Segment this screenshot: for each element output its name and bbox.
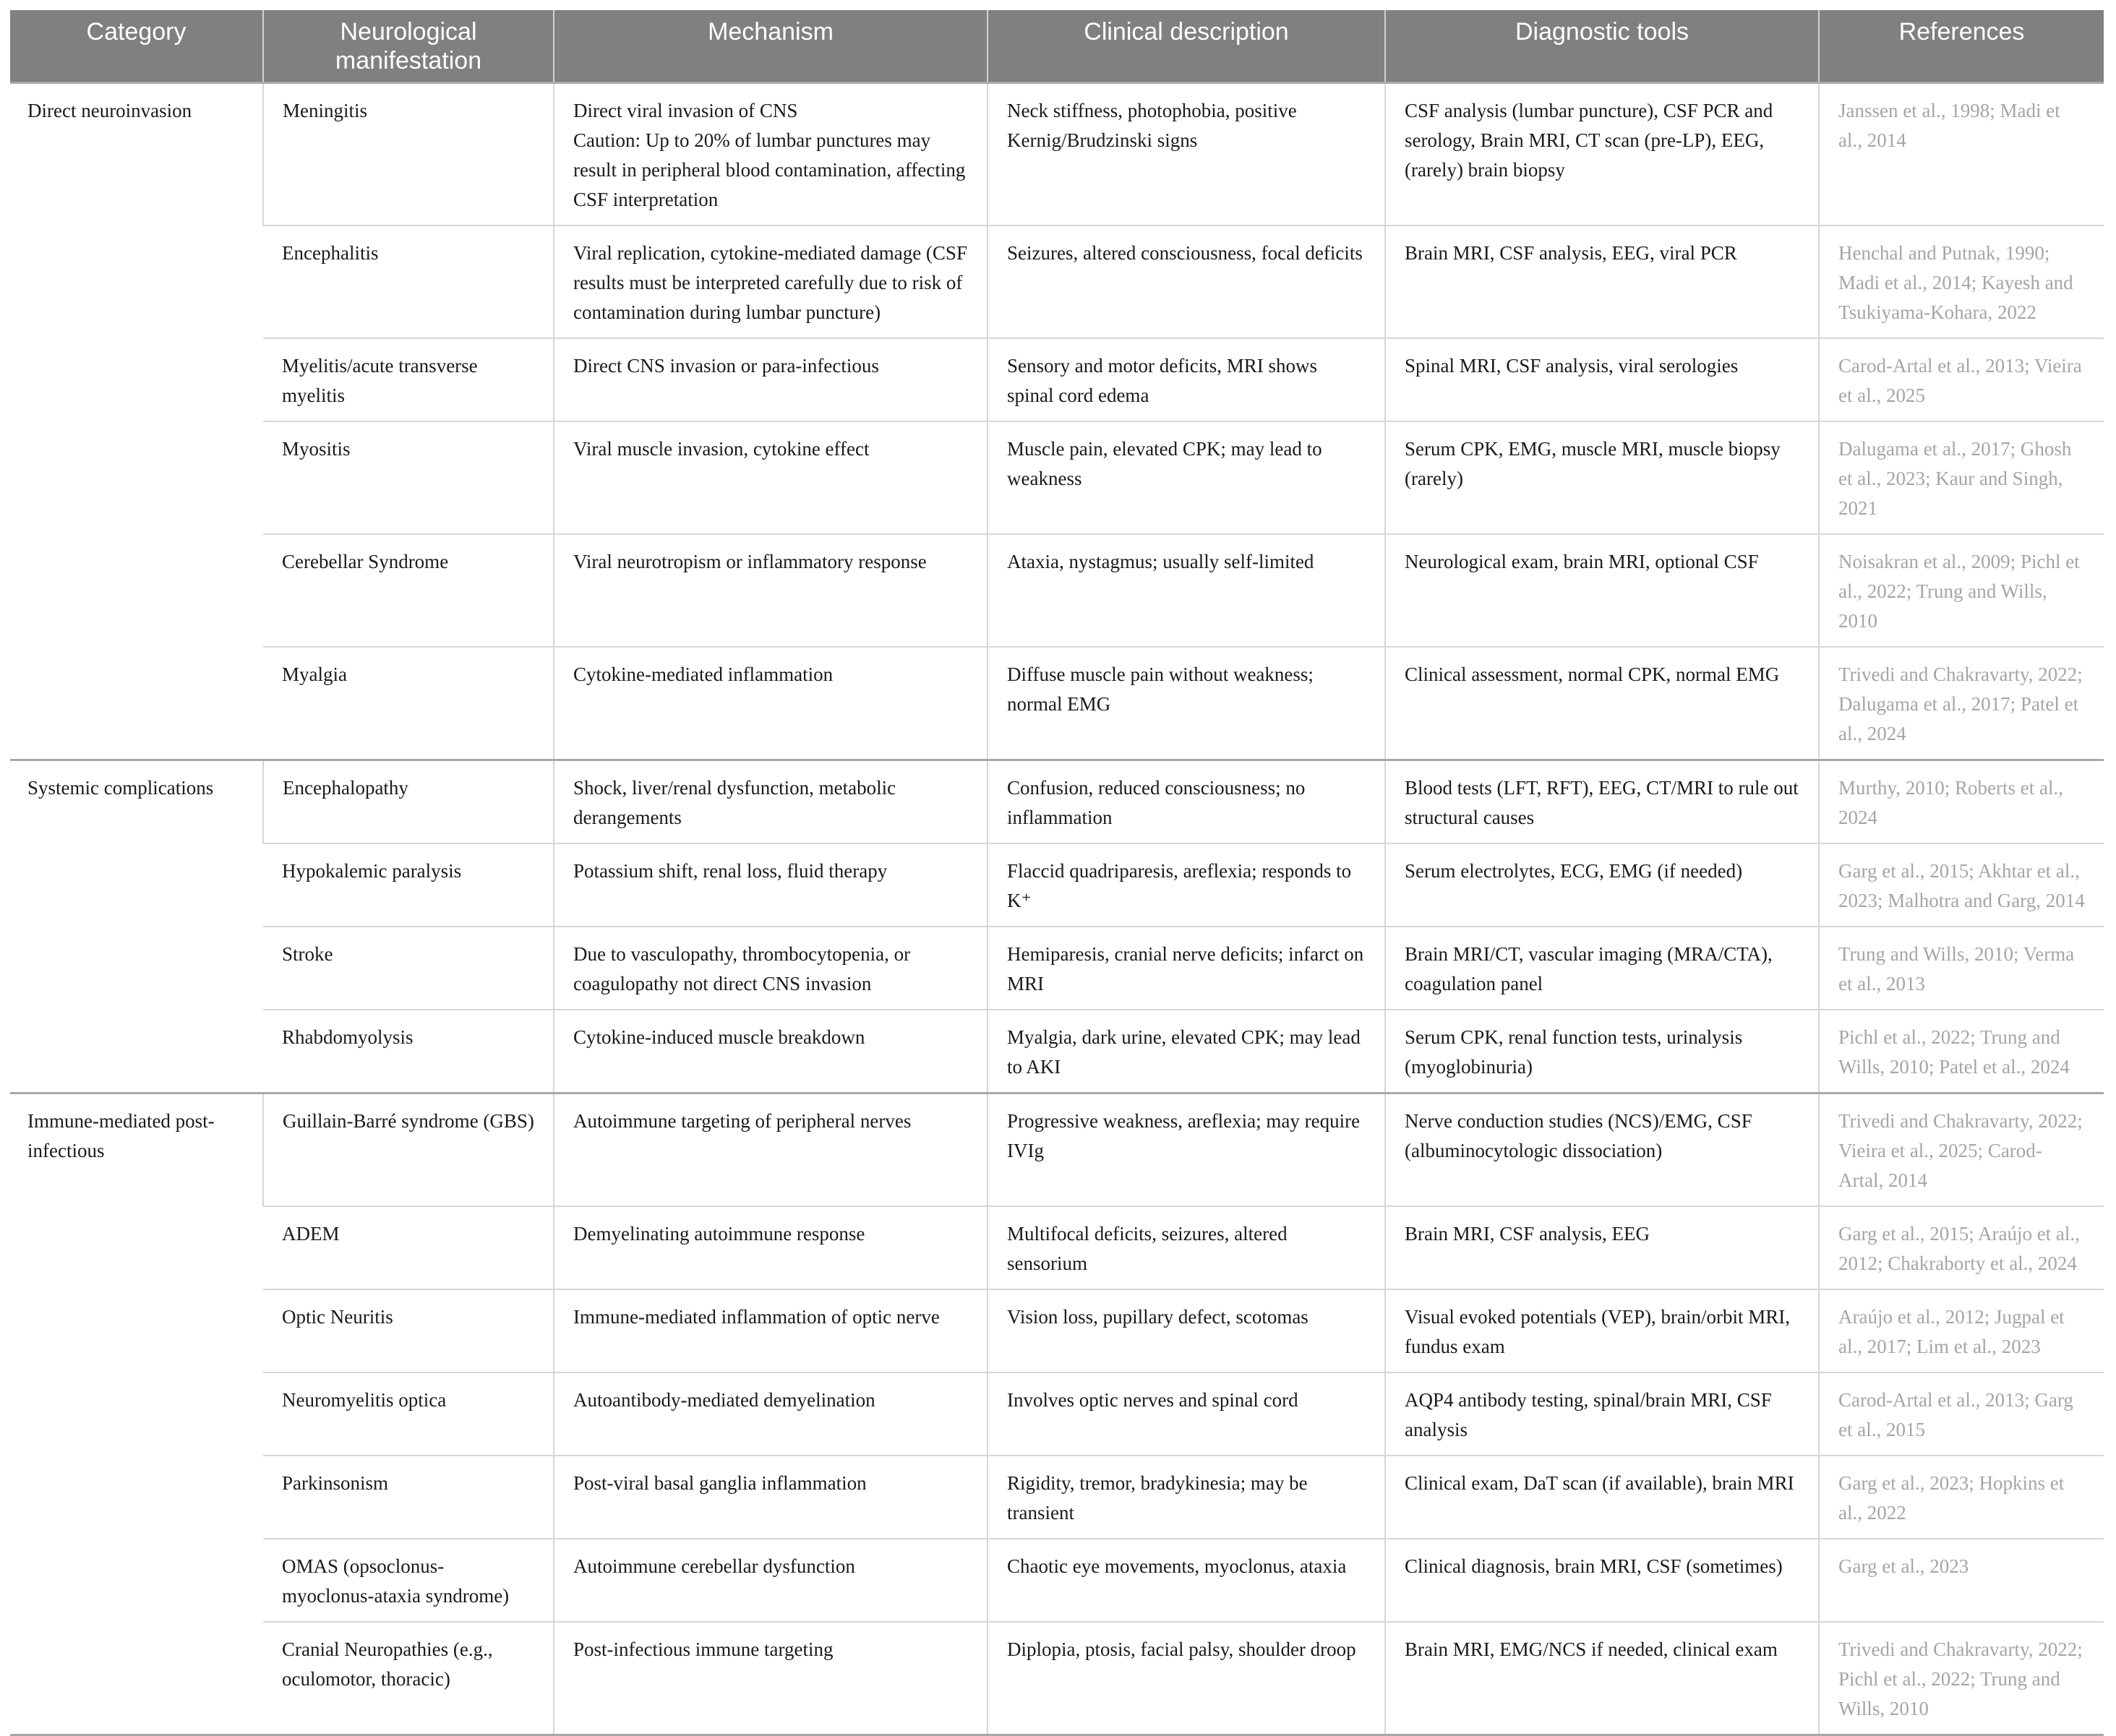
cell-diagnostic-tools: Blood tests (LFT, RFT), EEG, CT/MRI to rule out structural causes	[1385, 760, 1819, 843]
cell-category: Immune-mediated post-infectious	[10, 1093, 263, 1734]
cell-mechanism: Shock, liver/renal dysfunction, metabolic derangements	[554, 760, 988, 843]
cell-clinical-description: Diplopia, ptosis, facial palsy, shoulder droop	[988, 1622, 1385, 1734]
cell-manifestation: Neuromyelitis optica	[263, 1372, 554, 1456]
cell-references: Garg et al., 2023	[1819, 1539, 2104, 1622]
cell-clinical-description: Involves optic nerves and spinal cord	[988, 1372, 1385, 1456]
cell-references: Araújo et al., 2012; Jugpal et al., 2017; Lim et al., 2023	[1819, 1289, 2104, 1372]
cell-mechanism: Demyelinating autoimmune response	[554, 1206, 988, 1289]
cell-mechanism: Due to vasculopathy, thrombocytopenia, or coagulopathy not direct CNS invasion	[554, 927, 988, 1010]
cell-manifestation: Myositis	[263, 421, 554, 534]
table-row	[10, 1206, 2104, 1289]
cell-mechanism: Viral muscle invasion, cytokine effect	[554, 421, 988, 534]
neuro-manifestations-table	[10, 10, 2104, 1734]
cell-mechanism: Post-infectious immune targeting	[554, 1622, 988, 1734]
table-row	[10, 647, 2104, 760]
header-diagnostic-tools: Diagnostic tools	[1385, 10, 1819, 82]
cell-manifestation: Encephalitis	[263, 225, 554, 338]
cell-diagnostic-tools: Clinical exam, DaT scan (if available), brain MRI	[1385, 1456, 1819, 1539]
cell-diagnostic-tools: Serum CPK, renal function tests, urinalysis (myoglobinuria)	[1385, 1010, 1819, 1093]
cell-mechanism: Post-viral basal ganglia inflammation	[554, 1456, 988, 1539]
cell-mechanism: Autoimmune targeting of peripheral nerves	[554, 1093, 988, 1206]
table-row	[10, 1289, 2104, 1372]
cell-clinical-description: Confusion, reduced consciousness; no inflammation	[988, 760, 1385, 843]
table-frame	[10, 10, 2104, 1736]
cell-references: Carod-Artal et al., 2013; Vieira et al., 2025	[1819, 338, 2104, 421]
cell-mechanism: Autoantibody-mediated demyelination	[554, 1372, 988, 1456]
cell-mechanism: Viral neurotropism or inflammatory response	[554, 534, 988, 647]
cell-manifestation: Cranial Neuropathies (e.g., oculomotor, thoracic)	[263, 1622, 554, 1734]
cell-references: Pichl et al., 2022; Trung and Wills, 2010; Patel et al., 2024	[1819, 1010, 2104, 1093]
cell-manifestation: Rhabdomyolysis	[263, 1010, 554, 1093]
cell-diagnostic-tools: Brain MRI, CSF analysis, EEG	[1385, 1206, 1819, 1289]
table-row	[10, 1456, 2104, 1539]
cell-manifestation: Stroke	[263, 927, 554, 1010]
cell-diagnostic-tools: Clinical diagnosis, brain MRI, CSF (sometimes)	[1385, 1539, 1819, 1622]
header-category: Category	[10, 10, 263, 82]
cell-diagnostic-tools: Brain MRI, CSF analysis, EEG, viral PCR	[1385, 225, 1819, 338]
cell-references: Janssen et al., 1998; Madi et al., 2014	[1819, 82, 2104, 225]
cell-clinical-description: Neck stiffness, photophobia, positive Kernig/Brudzinski signs	[988, 82, 1385, 225]
table-row	[10, 1539, 2104, 1622]
cell-mechanism: Cytokine-induced muscle breakdown	[554, 1010, 988, 1093]
cell-diagnostic-tools: Neurological exam, brain MRI, optional CSF	[1385, 534, 1819, 647]
cell-mechanism: Viral replication, cytokine-mediated damage (CSF results must be interpreted carefully due to risk of contamination during lumbar puncture)	[554, 225, 988, 338]
cell-manifestation: OMAS (opsoclonus-myoclonus-ataxia syndrome)	[263, 1539, 554, 1622]
cell-mechanism: Direct viral invasion of CNS Caution: Up to 20% of lumbar punctures may result in peripheral blood contamination, affecting CSF interpretation	[554, 82, 988, 225]
cell-clinical-description: Multifocal deficits, seizures, altered sensorium	[988, 1206, 1385, 1289]
cell-category: Direct neuroinvasion	[27, 99, 192, 121]
cell-manifestation: Hypokalemic paralysis	[263, 843, 554, 927]
cell-mechanism: Direct CNS invasion or para-infectious	[554, 338, 988, 421]
cell-references: Garg et al., 2023; Hopkins et al., 2022	[1819, 1456, 2104, 1539]
cell-manifestation: Guillain-Barré syndrome (GBS)	[263, 1093, 554, 1206]
cell-clinical-description: Progressive weakness, areflexia; may require IVIg	[988, 1093, 1385, 1206]
cell-mechanism: Cytokine-mediated inflammation	[554, 647, 988, 760]
cell-references: Trung and Wills, 2010; Verma et al., 2013	[1819, 927, 2104, 1010]
cell-references: Trivedi and Chakravarty, 2022; Dalugama et al., 2017; Patel et al., 2024	[1819, 647, 2104, 760]
cell-diagnostic-tools: Serum electrolytes, ECG, EMG (if needed)	[1385, 843, 1819, 927]
header-clinical-description: Clinical description	[988, 10, 1385, 82]
cell-references: Trivedi and Chakravarty, 2022; Pichl et al., 2022; Trung and Wills, 2010	[1819, 1622, 2104, 1734]
cell-references: Noisakran et al., 2009; Pichl et al., 2022; Trung and Wills, 2010	[1819, 534, 2104, 647]
cell-clinical-description: Ataxia, nystagmus; usually self-limited	[988, 534, 1385, 647]
header-references: References	[1819, 10, 2104, 82]
cell-clinical-description: Muscle pain, elevated CPK; may lead to weakness	[988, 421, 1385, 534]
table-row	[10, 1010, 2104, 1093]
cell-diagnostic-tools: Clinical assessment, normal CPK, normal EMG	[1385, 647, 1819, 760]
cell-manifestation: Parkinsonism	[263, 1456, 554, 1539]
table-row	[10, 1622, 2104, 1734]
cell-clinical-description: Flaccid quadriparesis, areflexia; responds to K⁺	[988, 843, 1385, 927]
header-row	[10, 10, 2104, 82]
cell-references: Carod-Artal et al., 2013; Garg et al., 2015	[1819, 1372, 2104, 1456]
table-row	[10, 927, 2104, 1010]
table-row	[10, 760, 2104, 843]
cell-diagnostic-tools: Spinal MRI, CSF analysis, viral serologies	[1385, 338, 1819, 421]
table-row	[10, 338, 2104, 421]
cell-references: Henchal and Putnak, 1990; Madi et al., 2014; Kayesh and Tsukiyama-Kohara, 2022	[1819, 225, 2104, 338]
cell-references: Dalugama et al., 2017; Ghosh et al., 2023; Kaur and Singh, 2021	[1819, 421, 2104, 534]
cell-diagnostic-tools: Serum CPK, EMG, muscle MRI, muscle biopsy (rarely)	[1385, 421, 1819, 534]
cell-references: Trivedi and Chakravarty, 2022; Vieira et al., 2025; Carod-Artal, 2014	[1819, 1093, 2104, 1206]
table-row	[10, 1372, 2104, 1456]
cell-diagnostic-tools: Brain MRI/CT, vascular imaging (MRA/CTA), coagulation panel	[1385, 927, 1819, 1010]
header-mechanism: Mechanism	[554, 10, 988, 82]
cell-diagnostic-tools: Visual evoked potentials (VEP), brain/orbit MRI, fundus exam	[1385, 1289, 1819, 1372]
cell-references: Murthy, 2010; Roberts et al., 2024	[1819, 760, 2104, 843]
cell-clinical-description: Sensory and motor deficits, MRI shows spinal cord edema	[988, 338, 1385, 421]
cell-mechanism: Potassium shift, renal loss, fluid therapy	[554, 843, 988, 927]
cell-category: Systemic complications	[10, 760, 263, 1093]
cell-references: Garg et al., 2015; Akhtar et al., 2023; Malhotra and Garg, 2014	[1819, 843, 2104, 927]
table-body	[10, 82, 2104, 1734]
cell-mechanism: Autoimmune cerebellar dysfunction	[554, 1539, 988, 1622]
cell-clinical-description: Vision loss, pupillary defect, scotomas	[988, 1289, 1385, 1372]
table-header	[10, 10, 2104, 82]
cell-diagnostic-tools: Nerve conduction studies (NCS)/EMG, CSF (albuminocytologic dissociation)	[1385, 1093, 1819, 1206]
cell-clinical-description: Myalgia, dark urine, elevated CPK; may lead to AKI	[988, 1010, 1385, 1093]
cell-diagnostic-tools: AQP4 antibody testing, spinal/brain MRI, CSF analysis	[1385, 1372, 1819, 1456]
cell-clinical-description: Diffuse muscle pain without weakness; normal EMG	[988, 647, 1385, 760]
cell-manifestation: ADEM	[263, 1206, 554, 1289]
cell-manifestation: Meningitis	[263, 82, 554, 225]
table-row	[10, 1093, 2104, 1206]
table-row	[10, 421, 2104, 534]
table-row	[10, 82, 2104, 225]
cell-references: Garg et al., 2015; Araújo et al., 2012; Chakraborty et al., 2024	[1819, 1206, 2104, 1289]
cell-clinical-description: Chaotic eye movements, myoclonus, ataxia	[988, 1539, 1385, 1622]
header-manifestation: Neurological manifestation	[263, 10, 554, 82]
cell-diagnostic-tools: Brain MRI, EMG/NCS if needed, clinical exam	[1385, 1622, 1819, 1734]
cell-manifestation: Encephalopathy	[263, 760, 554, 843]
cell-diagnostic-tools: CSF analysis (lumbar puncture), CSF PCR and serology, Brain MRI, CT scan (pre-LP), EEG, (rarely) brain biopsy	[1385, 82, 1819, 225]
cell-clinical-description: Hemiparesis, cranial nerve deficits; infarct on MRI	[988, 927, 1385, 1010]
cell-manifestation: Optic Neuritis	[263, 1289, 554, 1372]
cell-clinical-description: Rigidity, tremor, bradykinesia; may be transient	[988, 1456, 1385, 1539]
table-row	[10, 534, 2104, 647]
cell-clinical-description: Seizures, altered consciousness, focal deficits	[988, 225, 1385, 338]
table-row	[10, 843, 2104, 927]
table-row	[10, 225, 2104, 338]
cell-mechanism: Immune-mediated inflammation of optic nerve	[554, 1289, 988, 1372]
cell-manifestation: Myalgia	[263, 647, 554, 760]
cell-manifestation: Cerebellar Syndrome	[263, 534, 554, 647]
cell-manifestation: Myelitis/acute transverse myelitis	[263, 338, 554, 421]
